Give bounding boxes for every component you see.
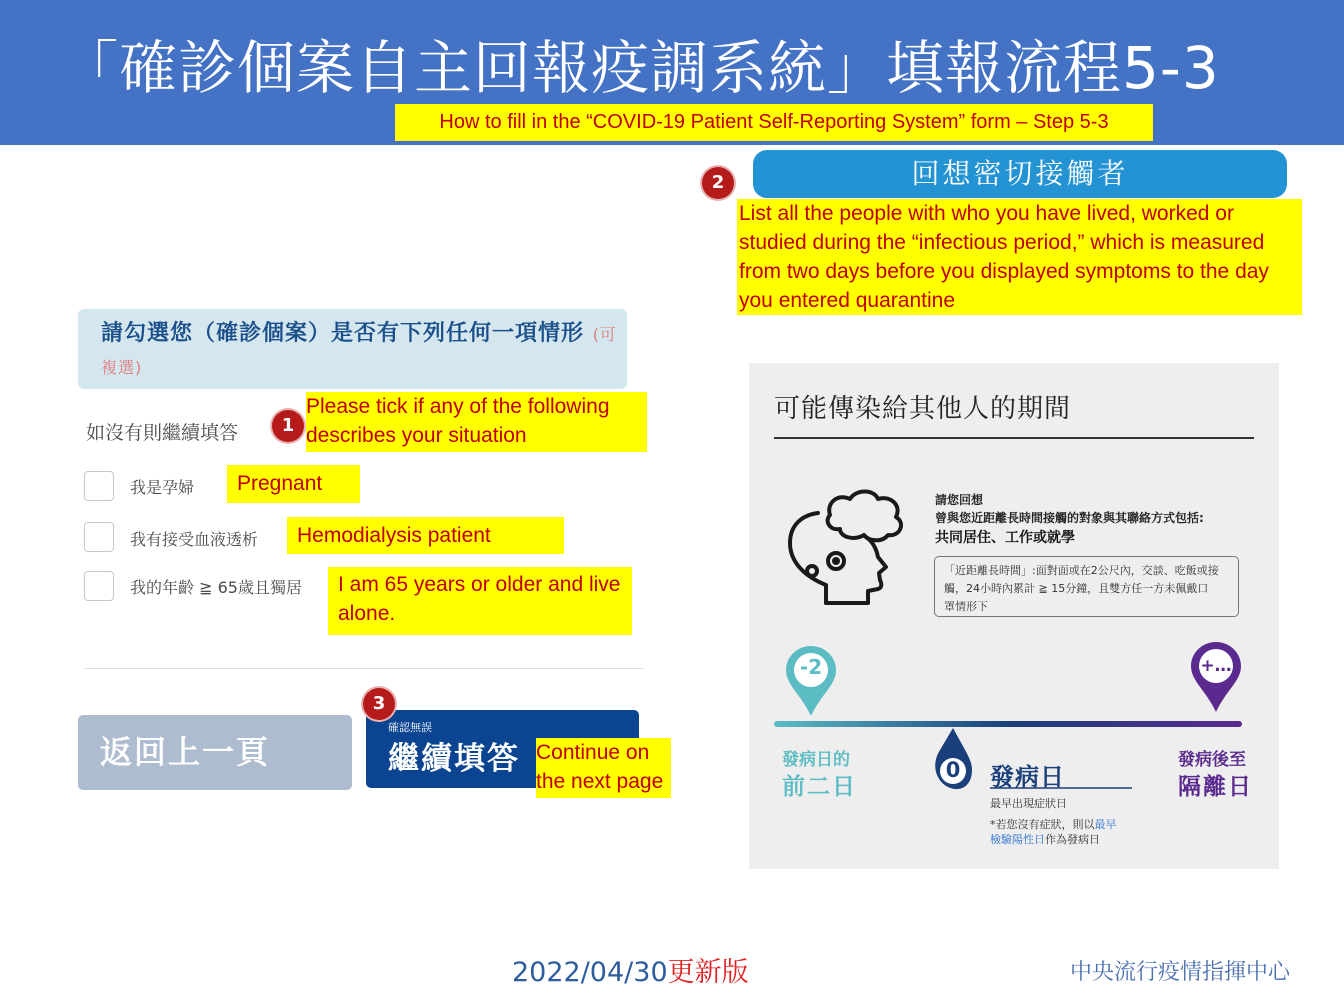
center-note-1b: 最早: [1094, 818, 1117, 831]
close-contacts-title: 回想密切接觸者: [753, 150, 1287, 198]
option-pregnant-label: 我是孕婦: [130, 478, 195, 497]
center-pin-label: 0: [945, 758, 961, 782]
question-note: (可複選): [101, 325, 617, 377]
footer-date: [512, 950, 749, 989]
step-marker-1: 1: [272, 410, 304, 442]
center-note-line-1: [990, 816, 1117, 832]
center-note-line-2: [990, 831, 1100, 847]
question-text: [101, 318, 621, 384]
center-note-1a: *若您沒有症狀，則以: [990, 818, 1095, 831]
panel-title: 可能傳染給其他人的期間: [774, 394, 1072, 424]
center-sub: 最早出現症狀日: [990, 797, 1067, 810]
checkbox-pregnant[interactable]: [84, 471, 114, 501]
center-label: 發病日: [990, 763, 1065, 791]
continue-button-label: 繼續填答: [388, 741, 520, 777]
page-title: 「確診個案自主回報疫調系統」填報流程5-3: [60, 34, 1220, 102]
recall-line-3: 共同居住、工作或就學: [935, 530, 1075, 546]
annotation-2: List all the people with who you have lived, worked or studied during the “infectious period,” which is measured from two days before you displayed symptoms to the day you entered quarantine: [737, 199, 1302, 315]
annotation-alone: I am 65 years or older and live alone.: [328, 567, 632, 635]
center-note-2a: 檢驗陽性日: [990, 833, 1045, 846]
right-label-2: 隔離日: [1178, 774, 1253, 800]
recall-line-2: 曾與您近距離長時間接觸的對象與其聯絡方式包括:: [935, 511, 1204, 525]
right-label-1: 發病後至: [1178, 750, 1246, 770]
annotation-pregnant: Pregnant: [227, 465, 360, 503]
left-label-2: 前二日: [782, 774, 857, 800]
option-hemodialysis-label: 我有接受血液透析: [130, 530, 259, 549]
step-marker-3: 3: [363, 688, 395, 720]
question-label: 請勾選您（確診個案）是否有下列任何一項情形: [101, 321, 585, 346]
continue-button-small-label: 確認無誤: [388, 721, 432, 734]
annotation-continue: Continue on the next page: [536, 738, 671, 798]
checkbox-hemodialysis[interactable]: [84, 522, 114, 552]
step-marker-2: 2: [702, 167, 734, 199]
option-alone-label: 我的年齡 ≧ 65歲且獨居: [130, 578, 302, 597]
panel-title-underline: [774, 437, 1254, 439]
footer-updated: 更新版: [667, 957, 749, 988]
form-divider: [84, 668, 644, 669]
form-hint: 如沒有則繼續填答: [86, 422, 239, 444]
definition-line-1: 「近距離長時間」:面對面或在2公尺內，交談、吃飯或接: [944, 564, 1219, 577]
right-pin-label: +…: [1200, 656, 1232, 676]
center-note-2b: 作為發病日: [1045, 833, 1100, 846]
footer-date-value: 2022/04/30: [512, 957, 668, 988]
left-label-1: 發病日的: [782, 750, 850, 770]
page-subtitle: How to fill in the “COVID-19 Patient Self-Reporting System” form – Step 5-3: [395, 104, 1153, 141]
definition-line-2: 觸，24小時內累計 ≧ 15分鐘，且雙方任一方未佩戴口: [944, 582, 1209, 595]
recall-line-1: 請您回想: [935, 493, 984, 507]
checkbox-alone[interactable]: [84, 571, 114, 601]
footer-organization: 中央流行疫情指揮中心: [1070, 960, 1291, 985]
left-pin-label: -2: [799, 655, 823, 679]
annotation-1: Please tick if any of the following describes your situation: [306, 392, 647, 452]
definition-line-3: 罩情形下: [944, 600, 988, 613]
annotation-hemodialysis: Hemodialysis patient: [287, 517, 564, 554]
thinking-head-icon: [782, 485, 922, 625]
back-button[interactable]: 返回上一頁: [78, 715, 352, 790]
